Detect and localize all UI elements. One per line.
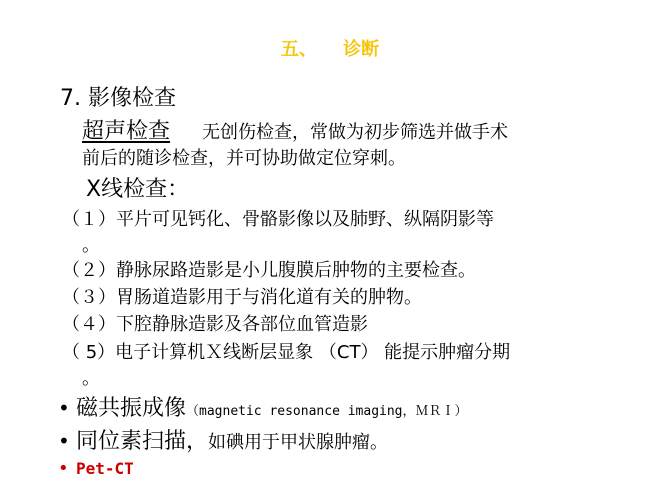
bullet-dot: •: [58, 458, 69, 479]
bullet-dot: •: [58, 429, 70, 453]
xray-item-4: （４）下腔静脉造影及各部位血管造影: [62, 314, 368, 335]
isotope-label: 同位素扫描，: [76, 429, 209, 454]
bullet-mri: [58, 393, 468, 427]
slide-title: 五、 诊断: [280, 39, 380, 60]
xray-item-1-cont: 。: [82, 235, 100, 256]
xray-item-5: （ 5）电子计算机Ｘ线断层显象 （CT） 能提示肿瘤分期: [62, 342, 511, 363]
ultrasound-label: 超声检查: [82, 119, 171, 144]
xray-item-1: （１）平片可见钙化、骨骼影像以及肺野、纵隔阴影等: [62, 209, 494, 230]
xray-item-5-cont: 。: [82, 368, 100, 389]
mri-subtext: （magnetic resonance imaging，ＭＲＩ）: [186, 404, 468, 419]
xray-heading: X线检查：: [86, 177, 190, 202]
isotope-subtext: 如碘用于甲状腺肿瘤。: [208, 432, 389, 453]
xray-item-2: （２）静脉尿路造影是小儿腹膜后肿物的主要检查。: [62, 260, 476, 281]
ultrasound-text-cont: 前后的随诊检查，并可协助做定位穿刺。: [82, 148, 406, 169]
ultrasound-text: 无创伤检查，常做为初步筛选并做手术: [202, 122, 509, 143]
xray-item-3: （３）胃肠道造影用于与消化道有关的肿物。: [62, 287, 422, 308]
section-heading: 7. 影像检查: [60, 86, 176, 111]
petct-label: Pet-CT: [76, 459, 134, 478]
ultrasound-line: [82, 119, 508, 146]
bullet-dot: •: [58, 396, 70, 420]
mri-label: 磁共振成像: [76, 396, 187, 421]
